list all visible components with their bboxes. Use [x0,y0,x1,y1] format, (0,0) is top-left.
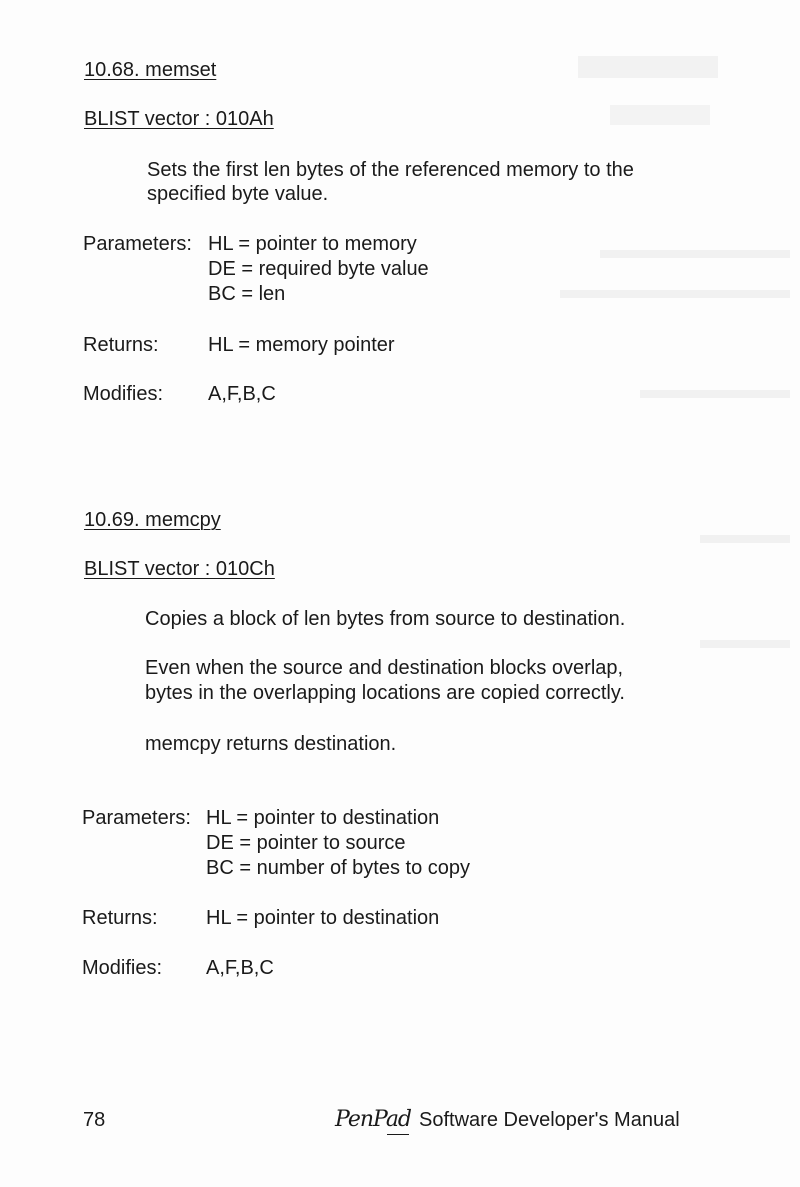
parameter-de: DE = required byte value [208,258,429,280]
returns-label: Returns: [82,907,158,929]
manual-title: Software Developer's Manual [419,1109,680,1131]
bleed-through-text [640,390,790,398]
parameter-hl: HL = pointer to memory [208,233,417,255]
page-number: 78 [83,1109,106,1131]
parameters-label: Parameters: [82,807,191,829]
section-title-memcpy: 10.69. memcpy [84,509,221,531]
description-line: memcpy returns destination. [145,733,397,755]
description-line: Even when the source and destination blocks overlap, [145,657,624,679]
section-title-memset: 10.68. memset [84,59,217,81]
modifies-label: Modifies: [83,383,164,405]
description-line: specified byte value. [147,183,329,205]
modifies-value: A,F,B,C [206,957,274,979]
bleed-through-text [700,535,790,543]
bleed-through-heading [610,105,710,125]
parameters-label: Parameters: [83,233,192,255]
bleed-through-text [560,290,790,298]
blist-vector-memcpy: BLIST vector : 010Ch [84,558,275,580]
description-line: bytes in the overlapping locations are copied correctly. [145,682,625,704]
returns-value: HL = memory pointer [208,334,395,356]
penpad-logo: PenPad [335,1107,412,1132]
bleed-through-text [600,250,790,258]
description-line: Sets the first len bytes of the referenced memory to the [147,159,634,181]
bleed-through-heading [578,56,718,78]
bleed-through-text [700,640,790,648]
parameter-bc: BC = number of bytes to copy [206,857,471,879]
modifies-value: A,F,B,C [208,383,276,405]
description-line: Copies a block of len bytes from source to destination. [145,608,626,630]
parameter-bc: BC = len [208,283,286,305]
blist-vector-memset: BLIST vector : 010Ah [84,108,274,130]
parameter-hl: HL = pointer to destination [206,807,440,829]
footer-brand [335,1108,680,1132]
parameter-de: DE = pointer to source [206,832,406,854]
returns-value: HL = pointer to destination [206,907,440,929]
modifies-label: Modifies: [82,957,163,979]
returns-label: Returns: [83,334,159,356]
